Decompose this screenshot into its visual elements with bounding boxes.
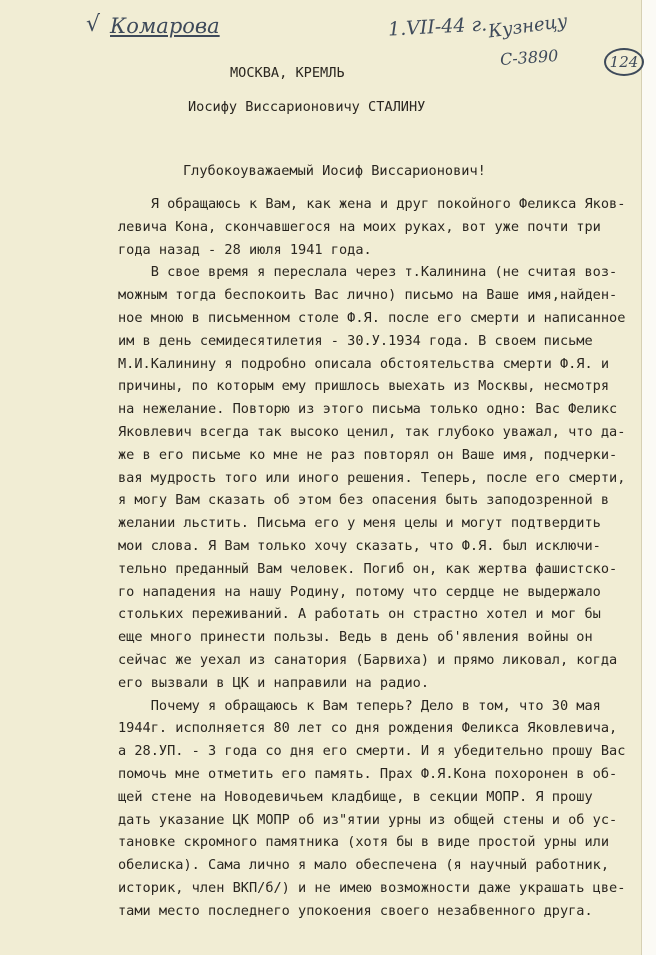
- sheet-number: 124: [609, 53, 639, 71]
- body-line: Яковлевич всегда так высоко ценил, так глубоко уважал, что да-: [118, 423, 626, 440]
- body-line: ное мною в письменном столе Ф.Я. после его смерти и написанное: [118, 309, 626, 326]
- body-line: а 28.УП. - 3 года со дня его смерти. И я убедительно прошу Вас: [118, 743, 626, 760]
- header-line-2: Иосифу Виссарионовичу СТАЛИНУ: [188, 99, 426, 115]
- body-line: тами место последнего упокоения своего незабвенного друга.: [118, 902, 593, 919]
- body-line: М.И.Калинину я подробно описала обстоятельства смерти Ф.Я. и: [118, 355, 610, 372]
- body-line: им в день семидесятилетия - 30.У.1934 года. В своем письме: [118, 332, 593, 349]
- body-line: причины, по которым ему пришлось выехать из Москвы, несмотря: [118, 378, 610, 395]
- body-line: В свое время я переслала через т.Калинина (не считая воз-: [118, 264, 618, 281]
- body-line: я могу Вам сказать об этом без опасения быть заподозренной в: [118, 492, 610, 509]
- body-line: мои слова. Я Вам только хочу сказать, что Ф.Я. был исключи-: [118, 537, 601, 554]
- body-line: историк, член ВКП/б/) и не имею возможности даже украшать цве-: [118, 879, 626, 896]
- body-line: еще много принести пользы. Ведь в день об'явления войны он: [118, 629, 593, 646]
- body-line: же в его письме ко мне не раз повторял он Ваше имя, подчерки-: [118, 446, 618, 463]
- salutation: Глубокоуважаемый Иосиф Виссарионович!: [183, 163, 486, 179]
- body-line: сейчас же уехал из санатория (Барвиха) и прямо ликовал, когда: [118, 651, 618, 668]
- body-line: Почему я обращаюсь к Вам теперь? Дело в том, что 30 мая: [118, 697, 601, 714]
- handwritten-name: Комарова: [110, 14, 220, 38]
- body-line: дать указание ЦК МОПР об из"ятии урны из общей стены и об ус-: [118, 811, 618, 828]
- body-line: обелиска). Сама лично я мало обеспечена (я научный работник,: [118, 857, 610, 874]
- body-line: желании льстить. Письма его у меня целы и могут подтвердить: [118, 515, 601, 532]
- header-line-1: МОСКВА, КРЕМЛЬ: [230, 65, 345, 81]
- body-line: левича Кона, скончавшегося на моих руках, вот уже почти три: [118, 218, 601, 235]
- body-line: тельно преданный Вам человек. Погиб он, как жертва фашистско-: [118, 560, 618, 577]
- sheet-number-circle: [604, 48, 644, 76]
- body-line: стольких переживаний. А работать он страстно хотел и мог бы: [118, 606, 601, 623]
- body-line: 1944г. исполняется 80 лет со дня рождения Феликса Яковлевича,: [118, 720, 618, 737]
- body-line: на нежелание. Повторю из этого письма только одно: Вас Феликс: [118, 401, 618, 418]
- body-line: его вызвали в ЦК и направили на радио.: [118, 674, 429, 691]
- handwritten-number: С-3890: [499, 45, 559, 70]
- body-line: помочь мне отметить его память. Прах Ф.Я.Кона похоронен в об-: [118, 765, 618, 782]
- body-line: тановке скромного памятника (хотя бы в виде простой урны или: [118, 834, 610, 851]
- body-line: щей стене на Новодевичьем кладбище, в секции МОПР. Я прошу: [118, 788, 593, 805]
- body-line: Я обращаюсь к Вам, как жена и друг покойного Феликса Яков-: [118, 196, 626, 212]
- handwritten-tick: √: [86, 12, 101, 37]
- body-line: вая мудрость того или иного решения. Теперь, после его смерти,: [118, 469, 626, 486]
- body-line: можным тогда беспокоить Вас лично) письмо на Ваше имя,найден-: [118, 287, 618, 304]
- body-line: года назад - 28 июля 1941 года.: [118, 241, 372, 258]
- body-line: го нападения на нашу Родину, потому что сердце не выдержало: [118, 583, 601, 600]
- letter-body: [118, 193, 625, 923]
- page-edge: [641, 0, 656, 955]
- handwritten-date: 1.VII-44 г.: [387, 13, 488, 41]
- handwritten-addressee: Кузнецу: [486, 10, 569, 43]
